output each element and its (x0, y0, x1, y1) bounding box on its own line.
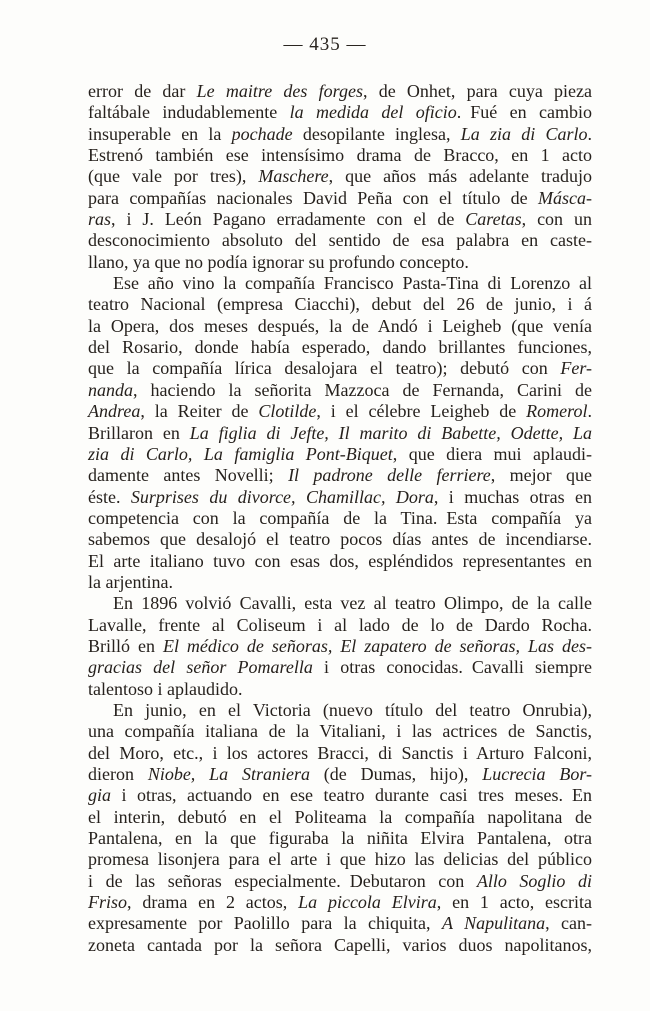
text-line (88, 102, 592, 123)
italic-title-text: Niobe, La Straniera (147, 764, 310, 784)
italic-title-text: gia (88, 785, 112, 806)
body-text: , la Reiter de (140, 401, 259, 422)
body-text: . (587, 401, 592, 422)
text-line (88, 615, 592, 636)
italic-title-text: Le maitre des forges (196, 81, 363, 101)
body-text: damente antes Novelli; (88, 465, 289, 486)
body-text: Pantalena, en la que figuraba la niñita Elvira Pantalena, otra (88, 828, 592, 849)
italic-title-text: Clotilde (258, 401, 317, 422)
text-line (88, 743, 592, 764)
body-text: del Rosario, donde había esperado, dando brillantes funciones, (88, 337, 592, 358)
body-text: para compañías nacionales David Peña con el título de (88, 187, 539, 208)
text-line (88, 700, 592, 721)
text-line (88, 444, 592, 465)
body-text: sabemos que desalojó el teatro pocos días antes de incendiarse. (88, 529, 592, 550)
body-text: del Moro, etc., i los actores Bracci, di Sanctis i Arturo Falconi, (88, 742, 592, 763)
text-line (88, 529, 592, 550)
body-text: llano, ya que no podía ignorar su profundo concepto. (88, 251, 469, 272)
italic-title-text: Allo Soglio di (476, 870, 592, 891)
body-text: la arjentina. (88, 571, 173, 592)
body-text: el interin, debutó en el Politeama la compañía napolitana de (88, 806, 592, 827)
body-text: éste. (88, 486, 131, 507)
text-line (88, 401, 592, 422)
text-line (88, 230, 592, 251)
body-text: En junio, en el Victoria (nuevo título del teatro Onrubia), (113, 699, 592, 720)
italic-title-text: La figlia di Jefte, Il marito di Babette, Odette, La (189, 422, 592, 443)
text-line (88, 423, 592, 444)
italic-title-text: Surprises du divorce, Chamillac, Dora (130, 486, 434, 507)
text-line (88, 188, 592, 209)
italic-title-text: Másca- (538, 187, 592, 208)
body-text: En 1896 volvió Cavalli, esta vez al teatro Olimpo, de la calle (113, 593, 592, 614)
text-line (88, 81, 592, 102)
text-line (88, 209, 592, 230)
italic-title-text: La zia di Carlo (460, 123, 588, 144)
italic-title-text: pochade (231, 123, 293, 144)
italic-title-text: ras (88, 209, 112, 230)
body-text: desconocimiento absoluto del sentido de esa palabra en caste- (88, 230, 592, 251)
text-line (88, 358, 592, 379)
body-text: (de Dumas, hijo), (309, 764, 483, 784)
body-text: Ese año vino la compañía Francisco Pasta-Tina di Lorenzo al (113, 273, 592, 294)
body-text: faltábale indudablemente (88, 102, 290, 123)
text-line (88, 892, 592, 913)
italic-title-text: El médico de señoras, El zapatero de señoras, Las des- (162, 635, 593, 656)
text-line (88, 721, 592, 742)
body-text: competencia con la compañía de la Tina. Esta compañía ya (88, 507, 592, 528)
text-line (88, 551, 592, 572)
text-line (88, 273, 592, 294)
italic-title-text: La piccola Elvira (298, 892, 437, 913)
body-text: dieron (88, 764, 148, 784)
body-text: , en 1 acto, escrita (436, 892, 592, 913)
body-text: zoneta cantada por la señora Capelli, varios duos napolitanos, (88, 934, 592, 955)
text-line (88, 657, 592, 678)
body-text: i otras, actuando en ese teatro durante casi tres meses. En (111, 785, 592, 806)
italic-title-text: gracias del señor Pomarella (88, 657, 313, 678)
text-line (88, 807, 592, 828)
text-line (88, 785, 592, 806)
text-line (88, 828, 592, 849)
body-text: , i muchas otras en (433, 486, 593, 507)
body-text: expresamente por Paolillo para la chiquita, (88, 913, 442, 934)
italic-title-text: A Napulitana (441, 913, 546, 934)
body-text: , drama en 2 actos, (127, 892, 299, 913)
text-line (88, 636, 592, 657)
body-text: , i el célebre Leigheb de (316, 401, 527, 422)
text-line (88, 380, 592, 401)
body-text: talentoso i aplaudido. (88, 678, 243, 699)
body-text: teatro Nacional (empresa Ciacchi), debut del 26 de junio, i á (88, 294, 592, 315)
italic-title-text: Fer- (560, 358, 592, 379)
italic-title-text: Maschere (258, 166, 329, 187)
body-text: error de dar (88, 81, 197, 101)
body-text: Brilló en (88, 635, 163, 656)
text-block (88, 81, 592, 956)
text-line (88, 849, 592, 870)
italic-title-text: nanda (88, 379, 133, 400)
text-line (88, 487, 592, 508)
body-text: , can- (545, 913, 592, 934)
text-line (88, 316, 592, 337)
text-line (88, 871, 592, 892)
body-text: , haciendo la señorita Mazzoca de Fernanda, Carini de (133, 379, 592, 400)
text-line (88, 166, 592, 187)
body-text: , de Onhet, para cuya pieza (362, 81, 592, 101)
text-line (88, 572, 592, 593)
italic-title-text: Caretas (465, 209, 522, 230)
text-line (88, 465, 592, 486)
body-text: una compañía italiana de la Vitaliani, i las actrices de Sanctis, (88, 721, 592, 742)
text-line (88, 337, 592, 358)
body-text: Estrenó también ese intensísimo drama de Bracco, en 1 acto (88, 145, 592, 166)
text-line (88, 294, 592, 315)
text-line (88, 124, 592, 145)
body-text: , mejor que (490, 465, 593, 486)
body-text: la Opera, dos meses después, la de Andó i Leigheb (que venía (88, 315, 592, 336)
body-text: desopilante inglesa, (292, 123, 461, 144)
body-text: que la compañía lírica desalojara el teatro); debutó con (88, 358, 561, 379)
italic-title-text: zia di Carlo, La famiglia Pont-Biquet (88, 443, 393, 464)
italic-title-text: Il padrone delle ferriere (288, 465, 491, 486)
italic-title-text: Lucrecia Bor- (482, 764, 593, 784)
text-line (88, 913, 592, 934)
text-line (88, 252, 592, 273)
italic-title-text: la medida del oficio (289, 102, 457, 123)
page-number: — 435 — (283, 34, 367, 55)
italic-title-text: Friso (88, 892, 128, 913)
body-text: . Fué en cambio (456, 102, 592, 123)
body-text: , que diera mui aplaudi- (392, 443, 592, 464)
text-line (88, 764, 592, 785)
body-text: , que años más adelante tradujo (328, 166, 592, 187)
text-line (88, 145, 592, 166)
body-text: Brillaron en (88, 422, 190, 443)
body-text: El arte italiano tuvo con esas dos, espléndidos representantes en (88, 550, 592, 571)
italic-title-text: Romerol (526, 401, 588, 422)
body-text: (que vale por tres), (88, 166, 259, 187)
body-text: , i J. León Pagano erradamente con el de (111, 209, 466, 230)
body-text: insuperable en la (88, 123, 232, 144)
body-text: i otras conocidas. Cavalli siempre (312, 657, 593, 678)
body-text: Lavalle, frente al Coliseum i al lado de lo de Dardo Rocha. (88, 614, 592, 635)
text-line (88, 679, 592, 700)
body-text: . (587, 123, 592, 144)
body-text: , con un (521, 209, 592, 230)
text-line (88, 508, 592, 529)
text-line (88, 935, 592, 956)
italic-title-text: Andrea (88, 401, 141, 422)
text-line (88, 593, 592, 614)
body-text: promesa lisonjera para el arte i que hizo las delicias del público (88, 849, 592, 870)
body-text: i de las señoras especialmente. Debutaron con (88, 870, 477, 891)
